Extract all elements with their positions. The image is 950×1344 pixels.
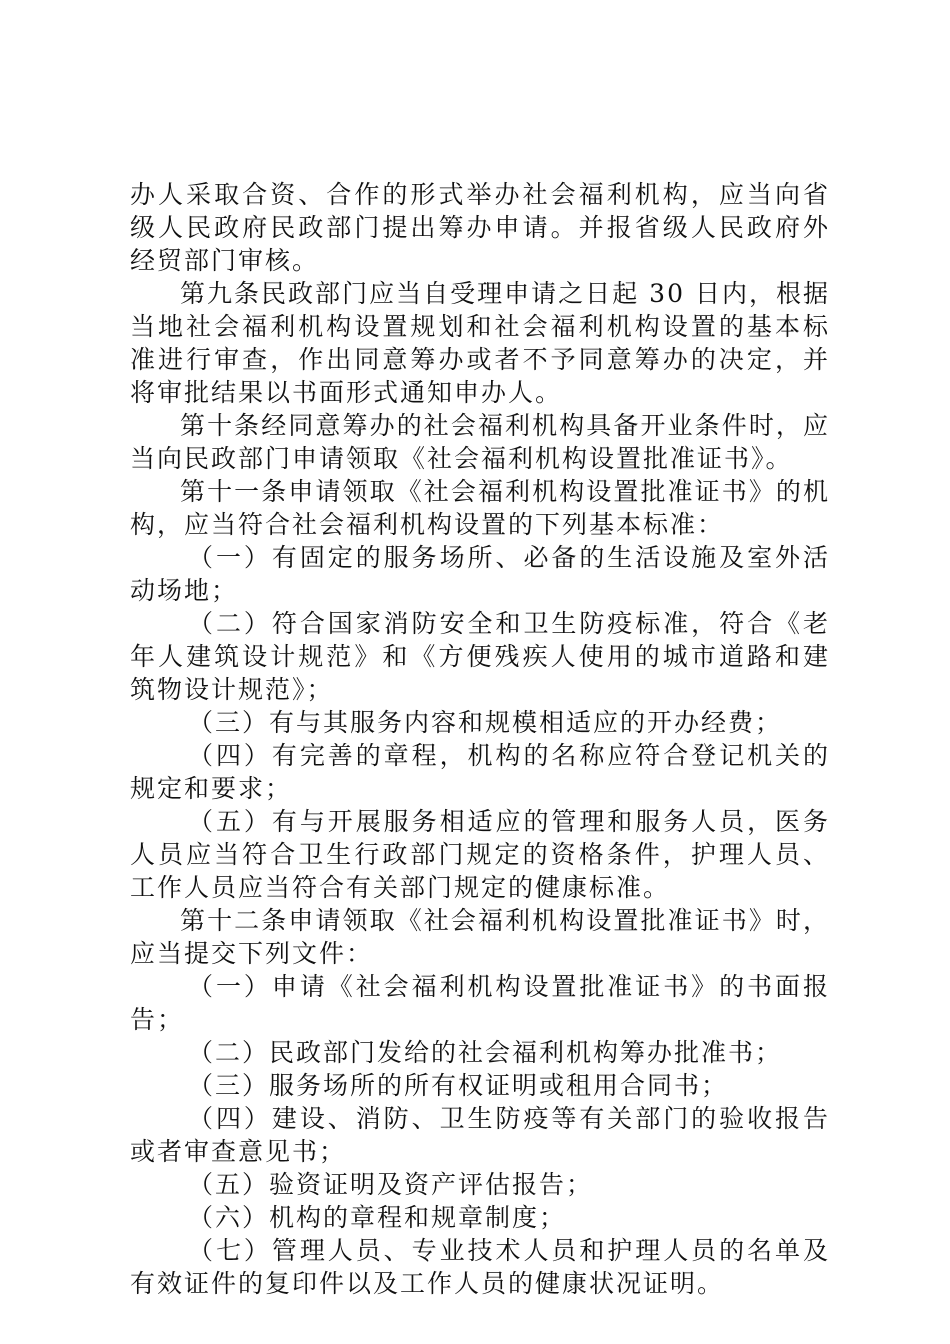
article-9: 第九条民政部门应当自受理申请之日起 30 日内，根据当地社会福利机构设置规划和社会福利机构设置的基本标准进行审查，作出同意筹办或者不予同意筹办的决定，并将审批结果以书面形式通知申办人。 bbox=[130, 279, 830, 407]
article-12-item-1: （一）申请《社会福利机构设置批准证书》的书面报告； bbox=[130, 972, 830, 1034]
article-11-item-3: （三）有与其服务内容和规模相适应的开办经费； bbox=[188, 708, 783, 737]
article-11-item-2: （二）符合国家消防安全和卫生防疫标准，符合《老年人建筑设计规范》和《方便残疾人使用的城市道路和建筑物设计规范》； bbox=[130, 609, 830, 704]
article-12-item-3: （三）服务场所的所有权证明或租用合同书； bbox=[188, 1071, 729, 1100]
article-12-item-2: （二）民政部门发给的社会福利机构筹办批准书； bbox=[188, 1038, 783, 1067]
article-12-item-4: （四）建设、消防、卫生防疫等有关部门的验收报告或者审查意见书； bbox=[130, 1104, 830, 1166]
article-11-item-5: （五）有与开展服务相适应的管理和服务人员，医务人员应当符合卫生行政部门规定的资格条件，护理人员、工作人员应当符合有关部门规定的健康标准。 bbox=[130, 807, 830, 902]
article-10: 第十条经同意筹办的社会福利机构具备开业条件时，应当向民政部门申请领取《社会福利机构设置批准证书》。 bbox=[130, 411, 830, 473]
article-12-item-5: （五）验资证明及资产评估报告； bbox=[188, 1170, 594, 1199]
paragraph-continuation: 办人采取合资、合作的形式举办社会福利机构，应当向省级人民政府民政部门提出筹办申请。并报省级人民政府外经贸部门审核。 bbox=[130, 180, 830, 275]
article-12-item-7: （七）管理人员、专业技术人员和护理人员的名单及有效证件的复印件以及工作人员的健康状况证明。 bbox=[130, 1236, 830, 1298]
document-body bbox=[130, 178, 830, 1300]
article-11-item-1: （一）有固定的服务场所、必备的生活设施及室外活动场地； bbox=[130, 543, 830, 605]
article-12-item-6: （六）机构的章程和规章制度； bbox=[188, 1203, 567, 1232]
article-11-item-4: （四）有完善的章程，机构的名称应符合登记机关的规定和要求； bbox=[130, 741, 830, 803]
article-12: 第十二条申请领取《社会福利机构设置批准证书》时，应当提交下列文件： bbox=[130, 906, 830, 968]
article-11: 第十一条申请领取《社会福利机构设置批准证书》的机构，应当符合社会福利机构设置的下列基本标准： bbox=[130, 477, 830, 539]
